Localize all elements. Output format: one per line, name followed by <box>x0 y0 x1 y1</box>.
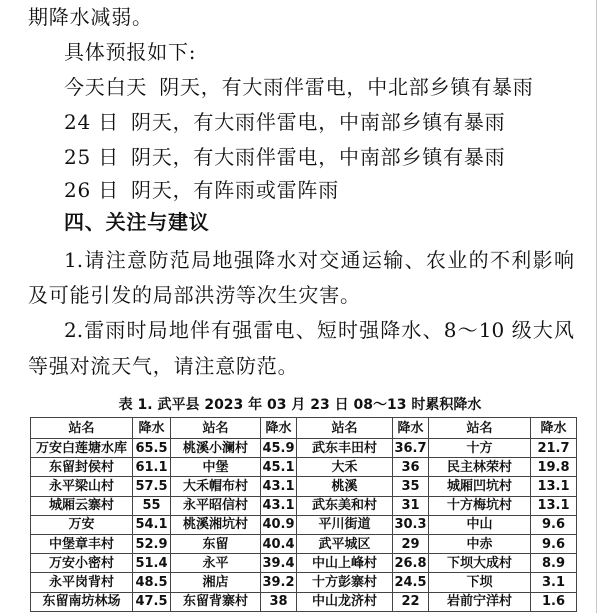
rainfall-value-cell: 22 <box>393 592 429 611</box>
rainfall-value-cell: 39.2 <box>261 573 297 592</box>
table-caption: 表 1. 武平县 2023 年 03 月 23 日 08～13 时累积降水 <box>118 397 482 413</box>
rainfall-value-cell: 24.5 <box>393 573 429 592</box>
forecast-date: 24 日 <box>64 110 120 134</box>
forecast-date: 26 日 <box>64 178 120 202</box>
table-header-row <box>31 418 577 439</box>
advice-line: 1.请注意防范局地强降水对交通运输、农业的不利影响 <box>64 248 574 272</box>
header-station: 站名 <box>31 418 133 439</box>
rainfall-value-cell: 3.1 <box>531 573 577 592</box>
forecast-text: 阴天，有阵雨或雷阵雨 <box>131 178 340 202</box>
station-name-cell: 武东丰田村 <box>297 439 393 458</box>
station-name-cell: 湘店 <box>171 573 261 592</box>
rainfall-value-cell: 13.1 <box>531 477 577 496</box>
page-frame-right <box>596 0 597 613</box>
table-row <box>31 534 577 553</box>
rainfall-value-cell: 35 <box>393 477 429 496</box>
header-station: 站名 <box>171 418 261 439</box>
table-row <box>31 439 577 458</box>
section-heading: 四、关注与建议 <box>64 210 210 234</box>
advice-line: 等强对流天气，请注意防范。 <box>28 354 299 378</box>
forecast-item <box>64 140 505 175</box>
header-station: 站名 <box>297 418 393 439</box>
station-name-cell: 大禾 <box>297 458 393 477</box>
station-name-cell: 万安白莲塘水库 <box>31 439 133 458</box>
forecast-text: 阴天，有大雨伴雷电，中南部乡镇有暴雨 <box>131 145 506 169</box>
rainfall-value-cell: 54.1 <box>133 515 171 534</box>
table-body <box>31 439 577 612</box>
station-name-cell: 民主林荣村 <box>429 458 531 477</box>
forecast-date: 今天白天 <box>64 75 148 99</box>
station-name-cell: 武平城区 <box>297 534 393 553</box>
body-line: 期降水减弱。 <box>28 5 153 29</box>
table-row <box>31 592 577 611</box>
table-row <box>31 515 577 534</box>
station-name-cell: 中山龙济村 <box>297 592 393 611</box>
header-rainfall: 降水 <box>531 418 577 439</box>
rainfall-value-cell: 8.9 <box>531 554 577 573</box>
rainfall-value-cell: 45.1 <box>261 458 297 477</box>
rainfall-value-cell: 61.1 <box>133 458 171 477</box>
station-name-cell: 大禾帽布村 <box>171 477 261 496</box>
header-rainfall: 降水 <box>133 418 171 439</box>
rainfall-table <box>30 417 577 612</box>
rainfall-value-cell: 36.7 <box>393 439 429 458</box>
station-name-cell: 下坝大成村 <box>429 554 531 573</box>
station-name-cell: 中堡 <box>171 458 261 477</box>
rainfall-value-cell: 21.7 <box>531 439 577 458</box>
station-name-cell: 武东美和村 <box>297 496 393 515</box>
rainfall-value-cell: 47.5 <box>133 592 171 611</box>
rainfall-value-cell: 51.4 <box>133 554 171 573</box>
rainfall-value-cell: 38 <box>261 592 297 611</box>
station-name-cell: 桃溪湘坑村 <box>171 515 261 534</box>
station-name-cell: 永平昭信村 <box>171 496 261 515</box>
forecast-item <box>64 105 505 140</box>
rainfall-value-cell: 40.9 <box>261 515 297 534</box>
advice-line: 2.雷雨时局地伴有强雷电、短时强降水、8～10 级大风 <box>64 318 574 342</box>
station-name-cell: 中堡章丰村 <box>31 534 133 553</box>
forecast-intro: 具体预报如下: <box>64 40 197 64</box>
forecast-text: 阴天，有大雨伴雷电，中南部乡镇有暴雨 <box>131 110 506 134</box>
station-name-cell: 中山上峰村 <box>297 554 393 573</box>
station-name-cell: 城厢云寨村 <box>31 496 133 515</box>
rainfall-value-cell: 1.6 <box>531 592 577 611</box>
station-name-cell: 东留 <box>171 534 261 553</box>
forecast-item <box>64 173 339 208</box>
table-row <box>31 573 577 592</box>
station-name-cell: 桃溪 <box>297 477 393 496</box>
advice-line: 及可能引发的局部洪涝等次生灾害。 <box>28 283 361 307</box>
header-rainfall: 降水 <box>393 418 429 439</box>
station-name-cell: 十方梅坑村 <box>429 496 531 515</box>
rainfall-value-cell: 9.6 <box>531 515 577 534</box>
station-name-cell: 万安小密村 <box>31 554 133 573</box>
rainfall-value-cell: 29 <box>393 534 429 553</box>
header-station: 站名 <box>429 418 531 439</box>
station-name-cell: 平川街道 <box>297 515 393 534</box>
rainfall-value-cell: 39.4 <box>261 554 297 573</box>
station-name-cell: 下坝 <box>429 573 531 592</box>
header-rainfall: 降水 <box>261 418 297 439</box>
forecast-item <box>64 70 534 105</box>
station-name-cell: 城厢凹坑村 <box>429 477 531 496</box>
rainfall-value-cell: 30.3 <box>393 515 429 534</box>
rainfall-value-cell: 52.9 <box>133 534 171 553</box>
rainfall-value-cell: 31 <box>393 496 429 515</box>
rainfall-value-cell: 48.5 <box>133 573 171 592</box>
station-name-cell: 中山 <box>429 515 531 534</box>
rainfall-value-cell: 19.8 <box>531 458 577 477</box>
forecast-date: 25 日 <box>64 145 120 169</box>
station-name-cell: 永平岗背村 <box>31 573 133 592</box>
station-name-cell: 东留封侯村 <box>31 458 133 477</box>
rainfall-value-cell: 65.5 <box>133 439 171 458</box>
station-name-cell: 十方 <box>429 439 531 458</box>
station-name-cell: 东留南坊林场 <box>31 592 133 611</box>
table-row <box>31 554 577 573</box>
station-name-cell: 东留背寨村 <box>171 592 261 611</box>
station-name-cell: 岩前宁洋村 <box>429 592 531 611</box>
station-name-cell: 十方彭寨村 <box>297 573 393 592</box>
rainfall-value-cell: 13.1 <box>531 496 577 515</box>
table-row <box>31 496 577 515</box>
rainfall-value-cell: 9.6 <box>531 534 577 553</box>
rainfall-value-cell: 43.1 <box>261 477 297 496</box>
station-name-cell: 中赤 <box>429 534 531 553</box>
station-name-cell: 桃溪小澜村 <box>171 439 261 458</box>
rainfall-value-cell: 43.1 <box>261 496 297 515</box>
rainfall-value-cell: 26.8 <box>393 554 429 573</box>
rainfall-value-cell: 36 <box>393 458 429 477</box>
table-row <box>31 477 577 496</box>
table-row <box>31 458 577 477</box>
rainfall-value-cell: 40.4 <box>261 534 297 553</box>
rainfall-value-cell: 45.9 <box>261 439 297 458</box>
station-name-cell: 永平 <box>171 554 261 573</box>
rainfall-value-cell: 55 <box>133 496 171 515</box>
forecast-text: 阴天，有大雨伴雷电，中北部乡镇有暴雨 <box>159 75 534 99</box>
rainfall-value-cell: 57.5 <box>133 477 171 496</box>
station-name-cell: 永平梁山村 <box>31 477 133 496</box>
station-name-cell: 万安 <box>31 515 133 534</box>
